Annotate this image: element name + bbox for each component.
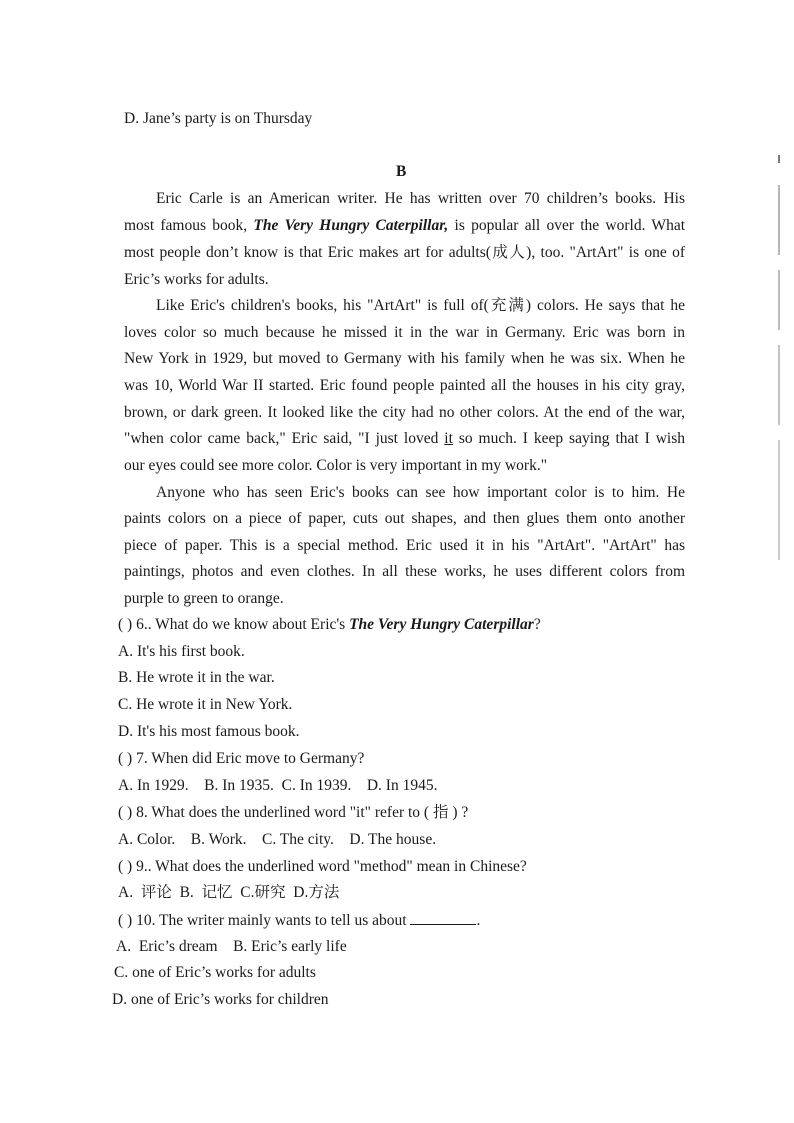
passage-p2-line-1: Like Eric's children's books, his "ArtArt" is full of(充满) colors. He says that he xyxy=(156,297,685,314)
passage-p2-line-6: "when color came back," Eric said, "I just loved it so much. I keep saying that I wish xyxy=(124,430,685,447)
passage-p2-line-5: brown, or dark green. It looked like the city had no other colors. At the end of the war, xyxy=(124,404,685,421)
passage-p2-line-3: New York in 1929, but moved to Germany with his family when he was six. When he xyxy=(124,350,685,367)
question-6-stem: ( ) 6.. What do we know about Eric's The Very Hungry Caterpillar? xyxy=(118,616,541,633)
passage-p2-line-2: loves color so much because he missed it in the war in Germany. Eric was born in xyxy=(124,324,685,341)
question-10-option-c: C. one of Eric’s works for adults xyxy=(114,964,316,981)
scan-mark xyxy=(778,440,780,560)
passage-p2-line-7: our eyes could see more color. Color is very important in my work." xyxy=(124,457,548,474)
question-7-stem: ( ) 7. When did Eric move to Germany? xyxy=(118,750,365,767)
passage-p3-line-3: piece of paper. This is a special method. Eric used it in his "ArtArt". "ArtArt" has xyxy=(124,537,685,554)
passage-p2-line-4: was 10, World War II started. Eric found people painted all the houses in his city gray, xyxy=(124,377,685,394)
question-6-option-b: B. He wrote it in the war. xyxy=(118,669,275,686)
passage-p3-line-5: purple to green to orange. xyxy=(124,590,284,607)
question-8-options: A. Color. B. Work. C. The city. D. The house. xyxy=(118,831,437,848)
question-8-stem: ( ) 8. What does the underlined word "it" refer to ( 指 ) ? xyxy=(118,804,469,821)
previous-question-option-d: D. Jane’s party is on Thursday xyxy=(124,110,313,127)
scan-mark xyxy=(778,270,780,330)
passage-p3-line-4: paintings, photos and even clothes. In all these works, he uses different colors from xyxy=(124,563,685,580)
passage-p1-line-1: Eric Carle is an American writer. He has written over 70 children’s books. His xyxy=(156,190,685,207)
passage-p1-line-3: most people don’t know is that Eric makes art for adults(成人), too. "ArtArt" is one of xyxy=(124,244,685,261)
question-6-option-d: D. It's his most famous book. xyxy=(118,723,300,740)
passage-p1-line-2: most famous book, The Very Hungry Caterpillar, is popular all over the world. What xyxy=(124,217,685,234)
passage-p3-line-2: paints colors on a piece of paper, cuts out shapes, and then glues them onto another xyxy=(124,510,685,527)
question-10-options-ab: A. Eric’s dream B. Eric’s early life xyxy=(116,938,347,955)
book-title: The Very Hungry Caterpillar, xyxy=(253,217,449,234)
question-7-options: A. In 1929. B. In 1935. C. In 1939. D. In 1945. xyxy=(118,777,438,794)
book-title-q6: The Very Hungry Caterpillar xyxy=(349,616,534,633)
question-6-option-a: A. It's his first book. xyxy=(118,643,245,660)
scan-mark xyxy=(778,345,780,425)
question-10-stem: ( ) 10. The writer mainly wants to tell us about . xyxy=(118,912,481,929)
passage-p1-line-4: Eric’s works for adults. xyxy=(124,271,269,288)
answer-blank[interactable] xyxy=(410,910,476,925)
scan-mark xyxy=(778,185,780,255)
question-6-option-c: C. He wrote it in New York. xyxy=(118,696,293,713)
question-10-option-d: D. one of Eric’s works for children xyxy=(112,991,329,1008)
passage-p3-line-1: Anyone who has seen Eric's books can see how important color is to him. He xyxy=(156,484,685,501)
question-9-options: A. 评论 B. 记忆 C.研究 D.方法 xyxy=(118,884,340,901)
section-heading: B xyxy=(396,163,407,180)
scan-mark xyxy=(778,155,780,163)
question-9-stem: ( ) 9.. What does the underlined word "method" mean in Chinese? xyxy=(118,858,527,875)
underlined-it: it xyxy=(444,430,453,447)
